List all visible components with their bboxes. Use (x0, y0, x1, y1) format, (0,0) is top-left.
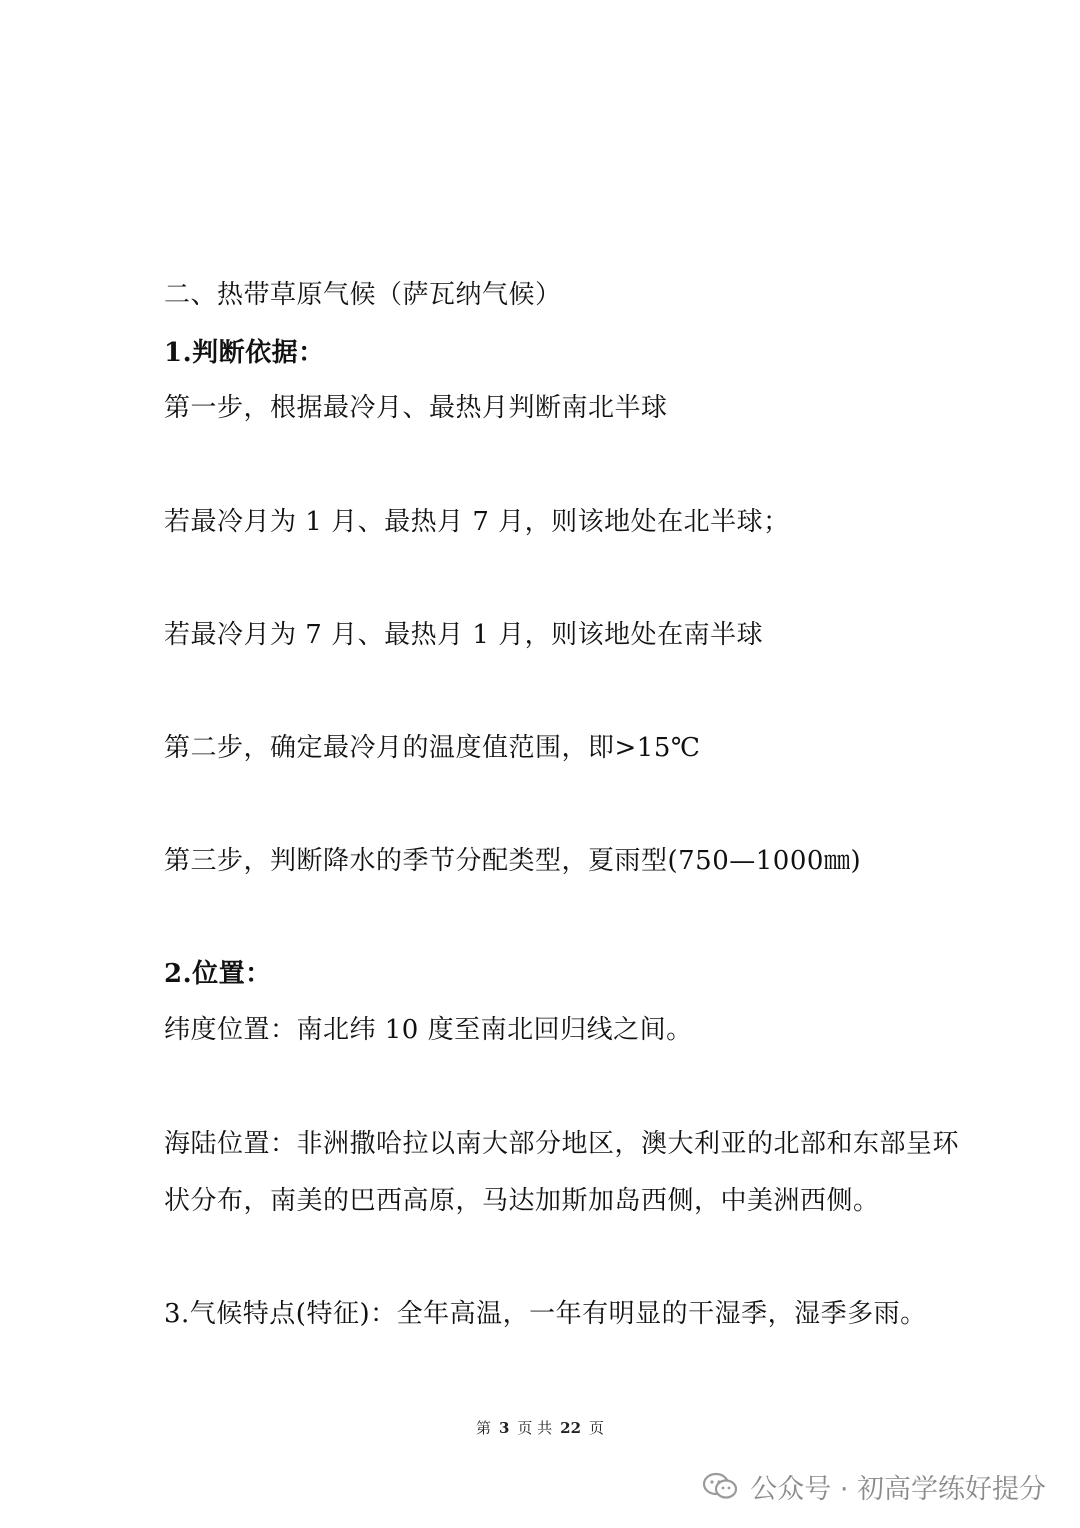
footer-total-pages: 22 (560, 1419, 582, 1437)
heading-location: 2.位置： (164, 959, 272, 989)
footer-suffix: 页 (589, 1419, 605, 1437)
footer-page-number: 3 (498, 1419, 510, 1437)
paragraph-south-hemisphere: 若最冷月为 7 月、最热月 1 月，则该地处在南半球 (164, 620, 764, 650)
watermark (702, 1466, 1046, 1506)
paragraph-climate-features: 3.气候特点(特征)：全年高温，一年有明显的干湿季，湿季多雨。 (164, 1299, 927, 1329)
paragraph-sea-land-location-line1: 海陆位置：非洲撒哈拉以南大部分地区，澳大利亚的北部和东部呈环 (164, 1129, 960, 1159)
paragraph-latitude-location: 纬度位置：南北纬 10 度至南北回归线之间。 (164, 1015, 693, 1045)
page-footer (0, 1418, 1080, 1438)
paragraph-step-three: 第三步，判断降水的季节分配类型，夏雨型(750—1000㎜) (164, 846, 862, 876)
wechat-official-account-icon (702, 1472, 738, 1500)
paragraph-step-two: 第二步，确定最冷月的温度值范围，即>15℃ (164, 733, 701, 763)
paragraph-north-hemisphere: 若最冷月为 1 月、最热月 7 月，则该地处在北半球； (164, 507, 790, 537)
heading-judgment-basis: 1.判断依据： (164, 338, 325, 368)
paragraph-step-one: 第一步，根据最冷月、最热月判断南北半球 (164, 393, 668, 423)
footer-middle: 页 共 (517, 1419, 553, 1437)
paragraph-sea-land-location-line2: 状分布，南美的巴西高原，马达加斯加岛西侧，中美洲西侧。 (164, 1186, 880, 1216)
section-title: 二、热带草原气候（萨瓦纳气候） (164, 280, 562, 310)
watermark-text: 公众号 · 初高学练好提分 (750, 1473, 1046, 1505)
footer-prefix: 第 (475, 1419, 491, 1437)
